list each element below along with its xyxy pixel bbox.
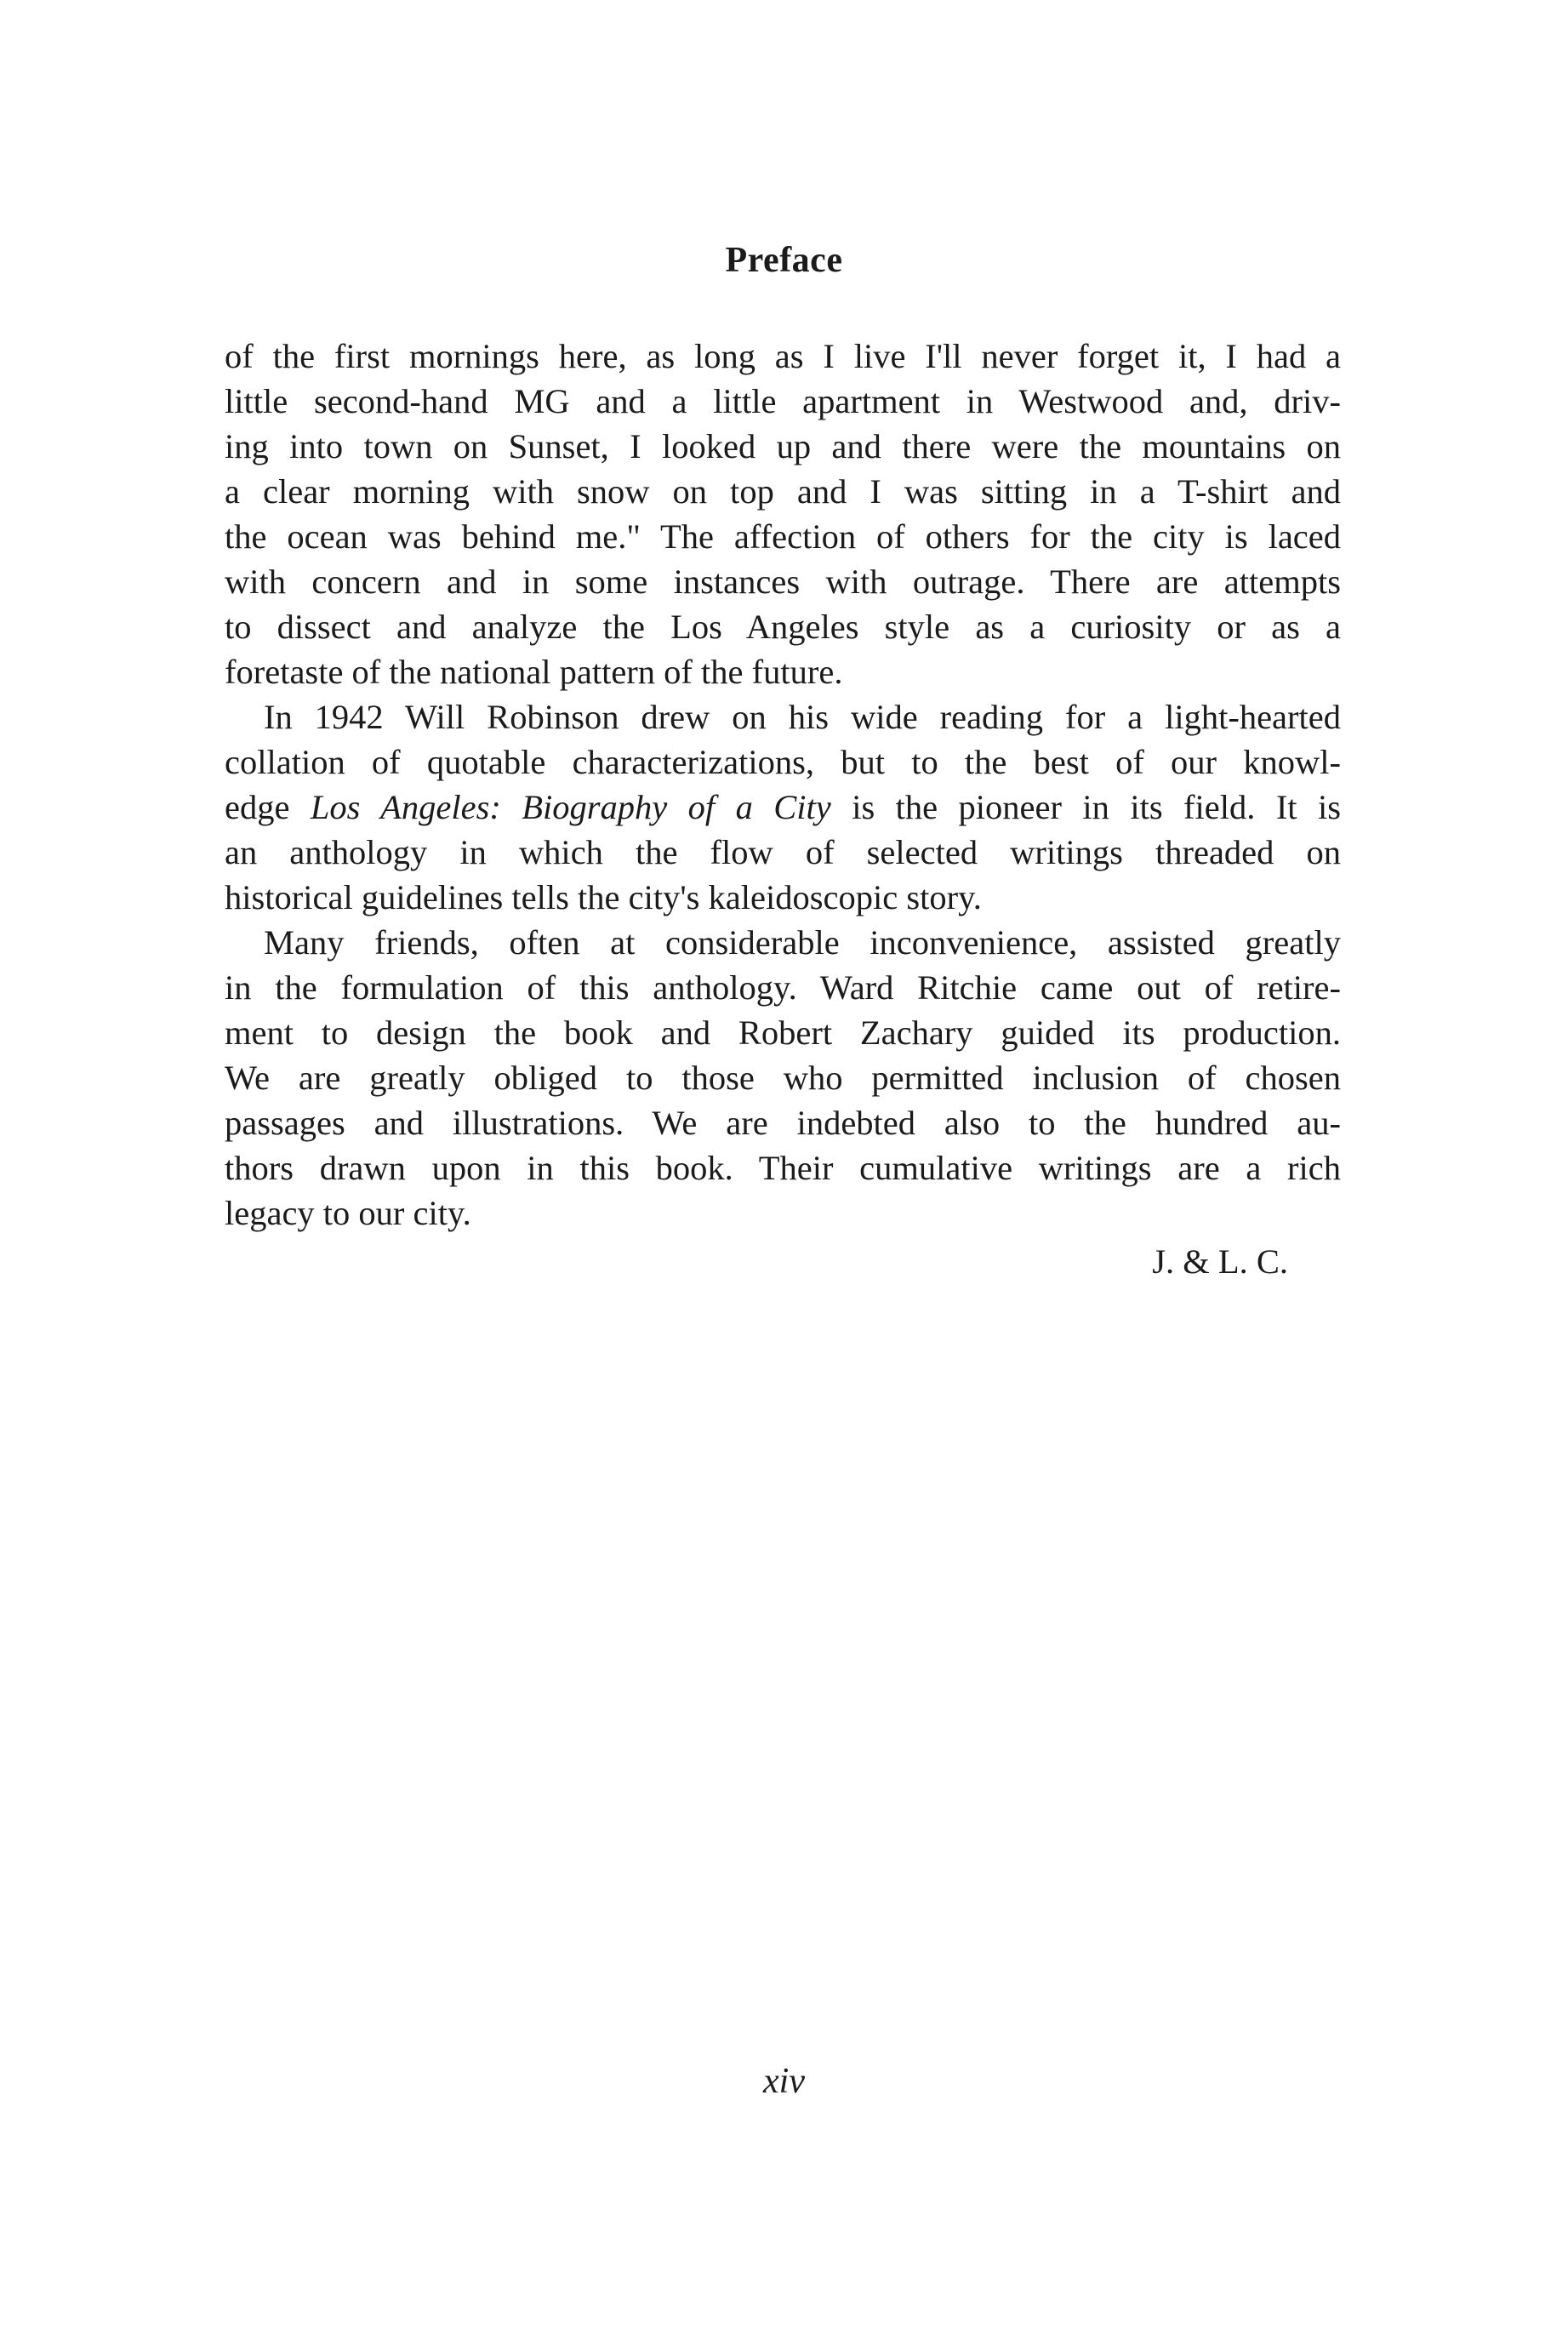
text-line: passages and illustrations. We are indebted also to the hundred au- [225, 1104, 1341, 1142]
text-line: legacy to our city. [225, 1194, 471, 1232]
text-line: in the formulation of this anthology. Ward Ritchie came out of retire- [225, 968, 1341, 1007]
text-line: foretaste of the national pattern of the future. [225, 653, 843, 691]
text-line-with-title [225, 785, 1341, 830]
text-line: In 1942 Will Robinson drew on his wide reading for a light-hearted [264, 698, 1341, 736]
text-fragment: is the pioneer in its field. It is [830, 788, 1342, 826]
text-line: historical guidelines tells the city's kaleidoscopic story. [225, 878, 982, 916]
paragraph-3 [225, 920, 1341, 1236]
text-line: the ocean was behind me." The affection of others for the city is laced [225, 517, 1341, 556]
text-fragment: edge [225, 788, 311, 826]
paragraph-2 [225, 694, 1341, 920]
text-line: ing into town on Sunset, I looked up and there were the mountains on [225, 427, 1341, 465]
text-line: to dissect and analyze the Los Angeles style as a curiosity or as a [225, 608, 1341, 646]
text-line: Many friends, often at considerable inconvenience, assisted greatly [264, 923, 1341, 962]
text-line: ment to design the book and Robert Zachary guided its production. [225, 1013, 1341, 1052]
text-line: collation of quotable characterizations, but to the best of our knowl- [225, 743, 1341, 781]
body-text [225, 334, 1341, 1284]
paragraph-1 [225, 334, 1341, 694]
text-line: with concern and in some instances with outrage. There are attempts [225, 562, 1341, 601]
text-line: We are greatly obliged to those who permitted inclusion of chosen [225, 1059, 1341, 1097]
page-number: xiv [763, 2062, 805, 2101]
text-line: of the first mornings here, as long as I live I'll never forget it, I had a [225, 337, 1341, 375]
book-title: Los Angeles: Biography of a City [310, 788, 831, 826]
text-line: a clear morning with snow on top and I was sitting in a T-shirt and [225, 472, 1341, 511]
text-line: an anthology in which the flow of selected writings threaded on [225, 833, 1341, 871]
text-line: thors drawn upon in this book. Their cumulative writings are a rich [225, 1149, 1341, 1187]
signature: J. & L. C. [1152, 1242, 1288, 1281]
text-line: little second-hand MG and a little apartment in Westwood and, driv- [225, 382, 1341, 420]
running-head: Preface [725, 241, 843, 280]
